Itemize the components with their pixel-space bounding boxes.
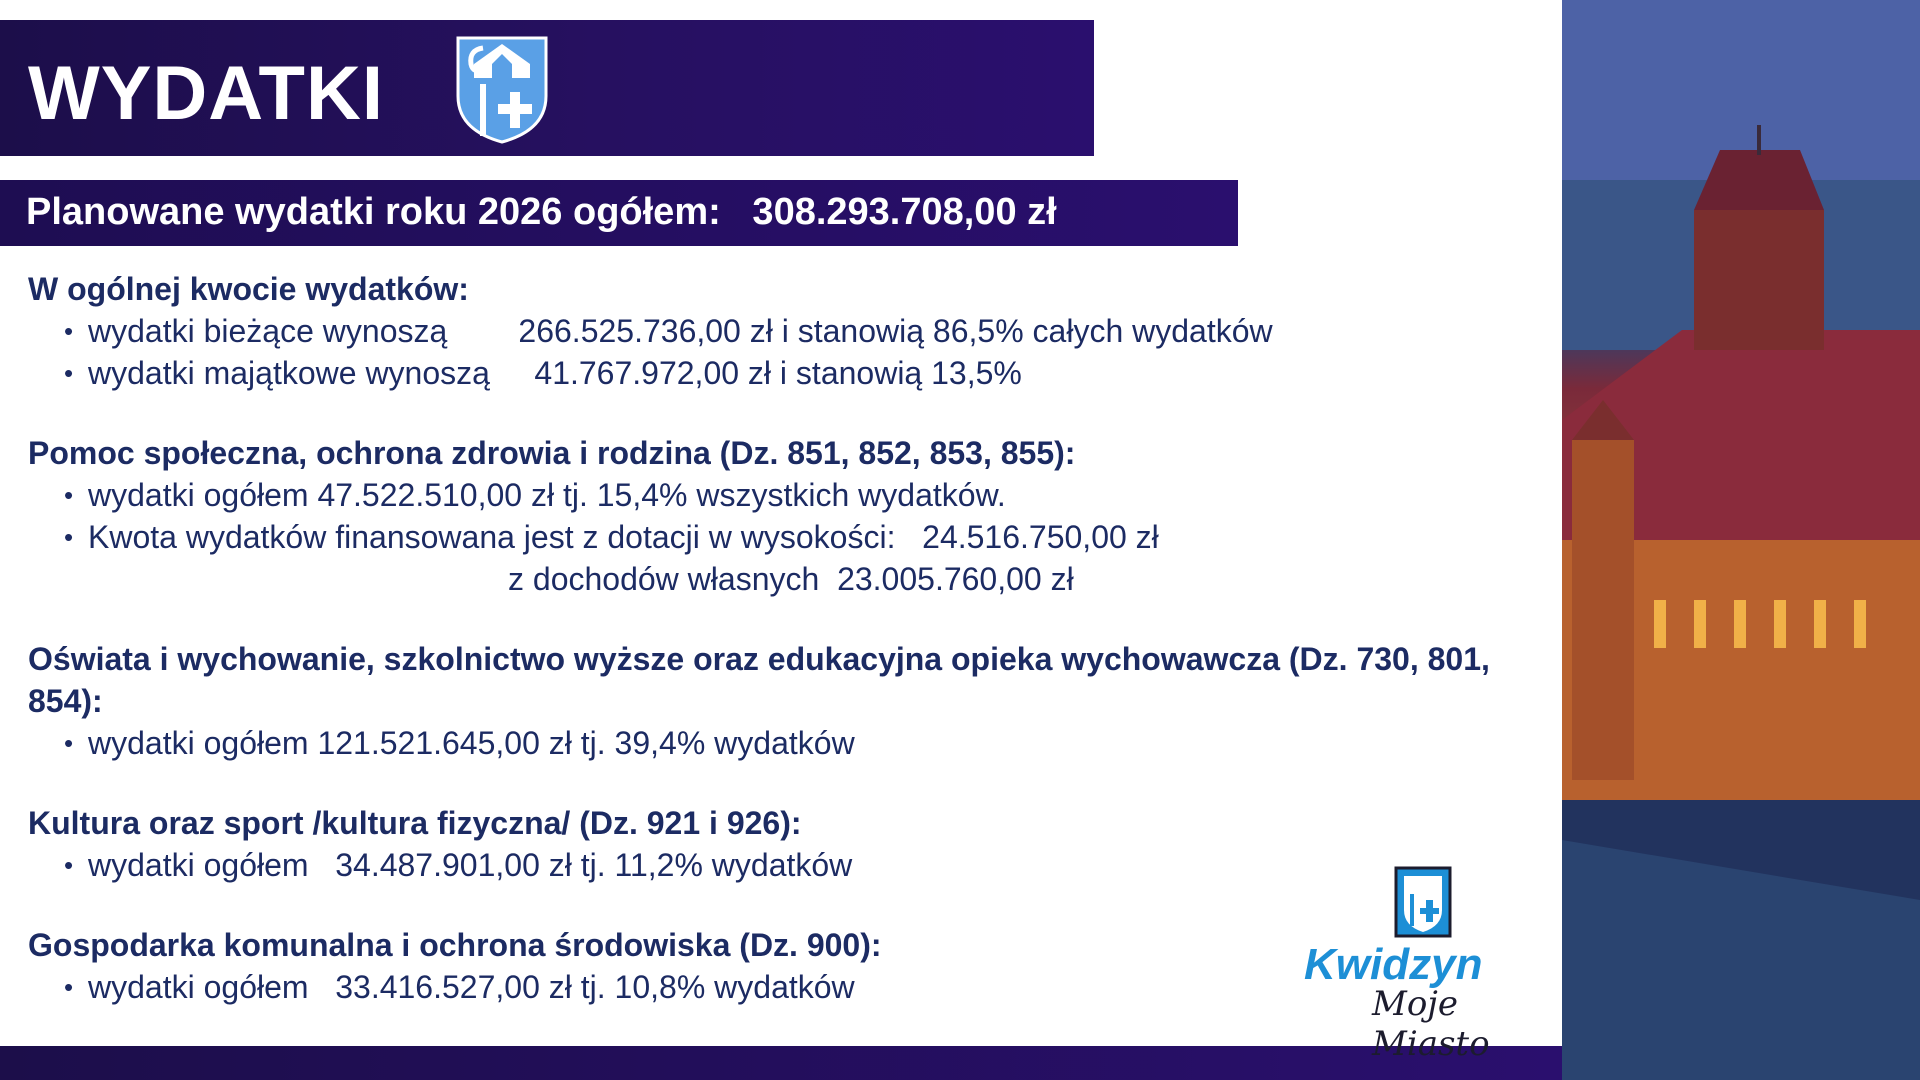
section-social [28,432,1538,600]
section-heading: Pomoc społeczna, ochrona zdrowia i rodzina (Dz. 851, 852, 853, 855): [28,435,1076,471]
logo-tagline: Moje Miasto [1372,984,1490,1064]
bullet-list [28,310,1538,394]
bullet-item: • wydatki majątkowe wynoszą 41.767.972,00 zł i stanowią 13,5% [28,352,1538,394]
section-heading: W ogólnej kwocie wydatków: [28,271,469,307]
kwidzyn-logo-icon [1392,864,1454,940]
bullet-item: • wydatki ogółem 34.487.901,00 zł tj. 11,2% wydatków [28,844,1538,886]
castle-illustration [1562,0,1920,1080]
bullet-item: • wydatki bieżące wynoszą 266.525.736,00 zł i stanowią 86,5% całych wydatków [28,310,1538,352]
section-heading: Gospodarka komunalna i ochrona środowiska (Dz. 900): [28,927,882,963]
coat-of-arms-icon [454,34,550,144]
section-heading: Kultura oraz sport /kultura fizyczna/ (Dz. 921 i 926): [28,805,802,841]
continuation-line: z dochodów własnych 23.005.760,00 zł [508,561,1074,597]
subtitle: Planowane wydatki roku 2026 ogółem: 308.293.708,00 zł [26,191,1057,233]
bullet-list [28,474,1538,558]
title-banner [0,20,1094,156]
logo-name: Kwidzyn [1304,940,1483,989]
footer-band [0,1046,1562,1080]
section-education [28,638,1538,764]
subtitle-banner [0,180,1238,246]
castle-photo [1562,0,1920,1080]
bullet-item: • wydatki ogółem 121.521.645,00 zł tj. 39,4% wydatków [28,722,1538,764]
bullet-item: • Kwota wydatków finansowana jest z dotacji w wysokości: 24.516.750,00 zł [28,516,1538,558]
bullet-list [28,722,1538,764]
page-title: WYDATKI [28,51,384,136]
section-heading: Oświata i wychowanie, szkolnictwo wyższe oraz edukacyjna opieka wychowawcza (Dz. 730, 801, 854): [28,641,1490,719]
bullet-item: • wydatki ogółem 47.522.510,00 zł tj. 15,4% wszystkich wydatków. [28,474,1538,516]
bullet-item: • wydatki ogółem 33.416.527,00 zł tj. 10,8% wydatków [28,966,1538,1008]
section-overall [28,268,1538,394]
kwidzyn-logo [1300,860,1540,1064]
